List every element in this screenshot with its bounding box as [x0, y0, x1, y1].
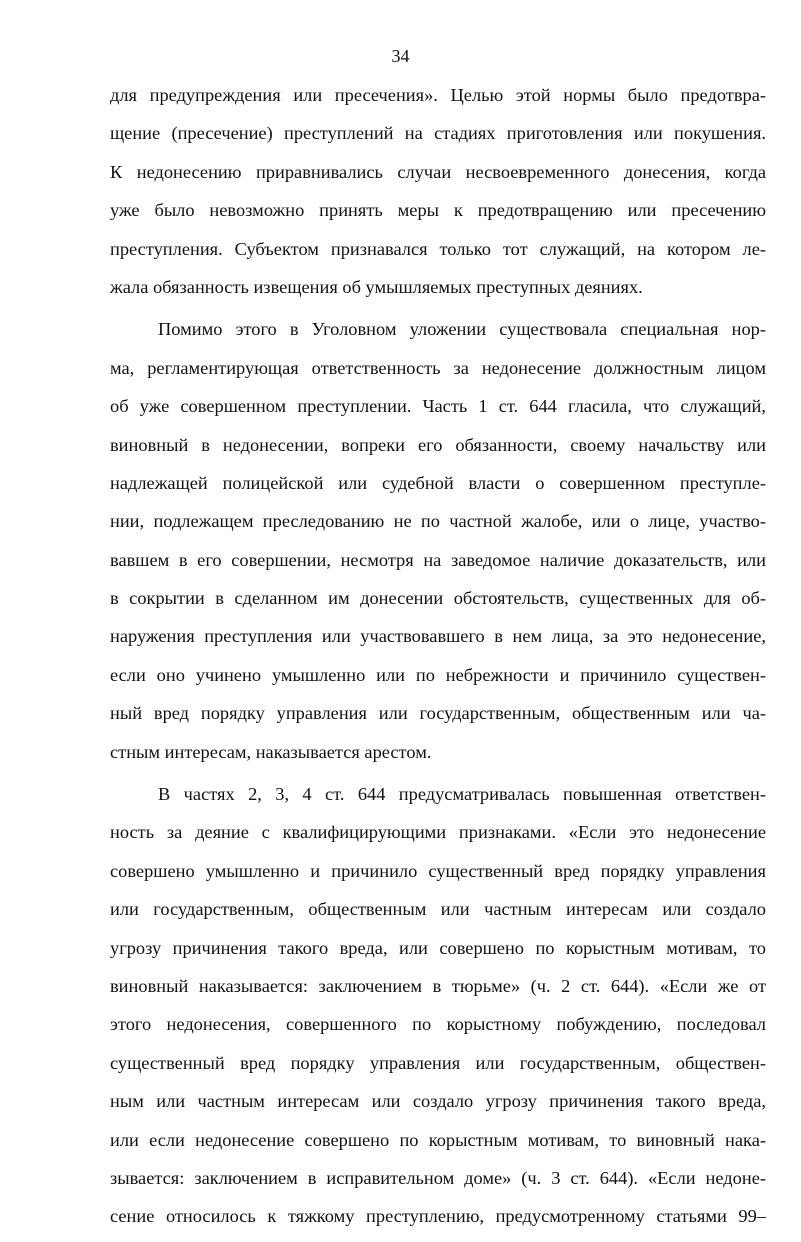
- text-line: К недонесению приравнивались случаи несвоевременного донесения, когда: [110, 161, 766, 182]
- text-line: уже было невозможно принять меры к предотвращению или пресечению: [110, 200, 766, 221]
- text-line: сение относилось к тяжкому преступлению, предусмотренному статьями 99–: [110, 1206, 766, 1227]
- text-line: ность за деяние с квалифицирующими признаками. «Если это недонесение: [110, 822, 766, 843]
- text-line: об уже совершенном преступлении. Часть 1 ст. 644 гласила, что служащий,: [110, 396, 766, 417]
- text-line: наружения преступления или участвовавшего в нем лица, за это недонесение,: [110, 626, 766, 647]
- text-line: или если недонесение совершено по корыстным мотивам, то виновный нака-: [110, 1129, 766, 1150]
- body-text: [110, 76, 766, 1236]
- text-line: для предупреждения или пресечения». Целью этой нормы было предотвра-: [110, 85, 766, 105]
- paragraph-3: [110, 775, 766, 1236]
- text-line: угрозу причинения такого вреда, или совершено по корыстным мотивам, то: [110, 937, 766, 958]
- text-line: надлежащей полицейской или судебной власти о совершенном преступле-: [110, 472, 766, 493]
- text-line: виновный наказывается: заключением в тюрьме» (ч. 2 ст. 644). «Если же от: [110, 975, 766, 996]
- text-line: жала обязанность извещения об умышляемых преступных деяниях.: [110, 276, 643, 297]
- text-line: ный вред порядку управления или государственным, общественным или ча-: [110, 703, 766, 724]
- text-line: В частях 2, 3, 4 ст. 644 предусматривалась повышенная ответствен-: [158, 784, 766, 805]
- text-line: преступления. Субъектом признавался только тот служащий, на котором ле-: [110, 238, 766, 259]
- text-line: Помимо этого в Уголовном уложении существовала специальная нор-: [158, 319, 766, 340]
- text-line: если оно учинено умышленно или по небрежности и причинило существен-: [110, 664, 766, 685]
- text-line: зывается: заключением в исправительном доме» (ч. 3 ст. 644). «Если недоне-: [110, 1167, 766, 1188]
- text-line: или государственным, общественным или частным интересам или создало: [110, 899, 766, 920]
- text-line: вавшем в его совершении, несмотря на заведомое наличие доказательств, или: [110, 549, 766, 570]
- paragraph-2: [110, 310, 766, 771]
- text-line: этого недонесения, совершенного по корыстному побуждению, последовал: [110, 1014, 766, 1035]
- text-line: стным интересам, наказывается арестом.: [110, 741, 432, 762]
- text-line: щение (пресечение) преступлений на стадиях приготовления или покушения.: [110, 123, 766, 144]
- text-line: существенный вред порядку управления или государственным, обществен-: [110, 1052, 766, 1073]
- page-number: 34: [391, 46, 410, 66]
- text-line: совершено умышленно и причинило существенный вред порядку управления: [110, 860, 766, 881]
- text-line: в сокрытии в сделанном им донесении обстоятельств, существенных для об-: [110, 588, 766, 609]
- paragraph-1: [110, 76, 766, 306]
- text-line: ным или частным интересам или создало угрозу причинения такого вреда,: [110, 1091, 766, 1112]
- text-line: нии, подлежащем преследованию не по частной жалобе, или о лице, участво-: [110, 511, 766, 532]
- text-line: виновный в недонесении, вопреки его обязанности, своему начальству или: [110, 434, 766, 455]
- text-line: ма, регламентирующая ответственность за недонесение должностным лицом: [110, 357, 766, 378]
